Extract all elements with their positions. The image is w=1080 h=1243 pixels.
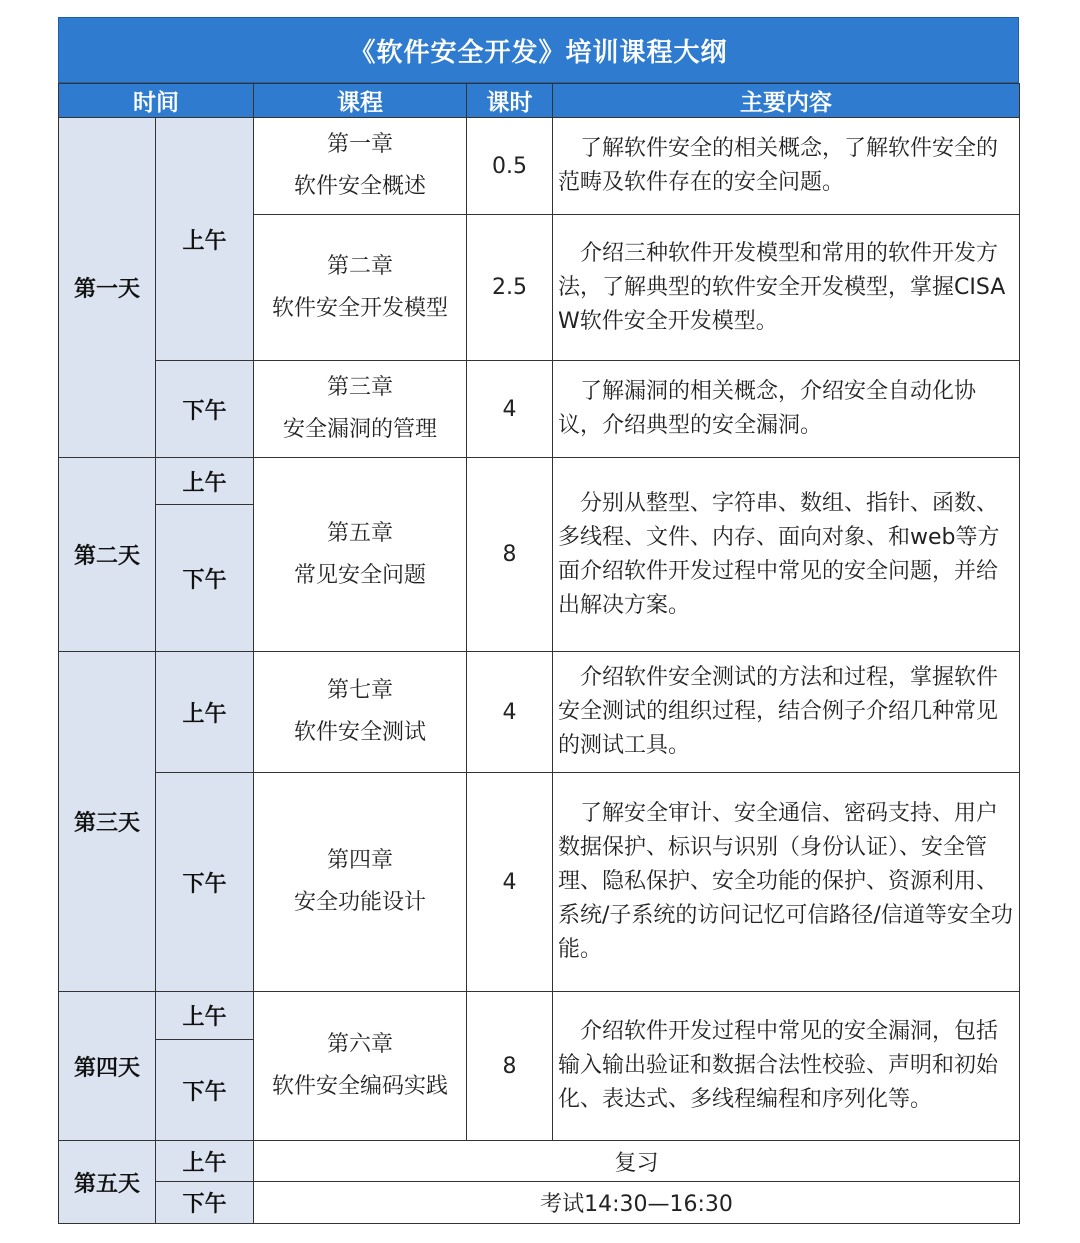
content-cell: 了解漏洞的相关概念，介绍安全自动化协议，介绍典型的安全漏洞。 (553, 361, 1020, 458)
syllabus-document (58, 17, 1019, 1224)
chapter-number: 第一章 (326, 132, 393, 157)
course-cell (254, 458, 467, 652)
document-title: 《软件安全开发》培训课程大纲 (58, 17, 1019, 83)
chapter-title: 安全漏洞的管理 (282, 417, 437, 442)
syllabus-table (58, 83, 1020, 1224)
table-row (59, 1182, 1020, 1224)
course-cell (254, 773, 467, 992)
header-course: 课程 (254, 84, 467, 118)
course-cell (254, 652, 467, 773)
chapter-title: 常见安全问题 (293, 562, 426, 588)
slot-label: 上午 (156, 652, 254, 773)
course-cell (254, 992, 467, 1141)
slot-label: 下午 (156, 1040, 254, 1141)
table-row (59, 118, 1020, 215)
slot-label: 下午 (156, 505, 254, 652)
content-cell: 介绍三种软件开发模型和常用的软件开发方法，了解典型的软件安全开发模型，掌握CISAW软件安全开发模型。 (553, 215, 1020, 361)
hours-cell: 4 (467, 652, 553, 773)
chapter-number: 第七章 (326, 678, 393, 703)
hours-cell: 4 (467, 361, 553, 458)
course-cell (254, 361, 467, 458)
slot-label: 下午 (156, 1182, 254, 1224)
chapter-number: 第五章 (326, 520, 393, 546)
slot-label: 上午 (156, 1141, 254, 1182)
content-cell: 介绍软件安全测试的方法和过程，掌握软件安全测试的组织过程，结合例子介绍几种常见的测试工具。 (553, 652, 1020, 773)
table-row (59, 773, 1020, 992)
content-cell: 介绍软件开发过程中常见的安全漏洞，包括输入输出验证和数据合法性校验、声明和初始化、表达式、多线程编程和序列化等。 (553, 992, 1020, 1141)
hours-cell: 2.5 (467, 215, 553, 361)
hours-cell: 8 (467, 992, 553, 1141)
chapter-title: 软件安全测试 (293, 720, 426, 745)
header-content: 主要内容 (553, 84, 1020, 118)
day-label: 第三天 (59, 652, 156, 992)
table-row (59, 458, 1020, 505)
slot-label: 下午 (156, 361, 254, 458)
slot-label: 下午 (156, 773, 254, 992)
chapter-number: 第四章 (326, 848, 393, 873)
review-cell: 复习 (254, 1141, 1020, 1182)
hours-cell: 4 (467, 773, 553, 992)
chapter-title: 软件安全开发模型 (271, 295, 448, 321)
content-cell: 了解安全审计、安全通信、密码支持、用户数据保护、标识与识别（身份认证）、安全管理、隐私保护、安全功能的保护、资源利用、系统/子系统的访问记忆可信路径/信道等安全功能。 (553, 773, 1020, 992)
course-cell (254, 118, 467, 215)
chapter-number: 第三章 (326, 375, 393, 400)
slot-label: 上午 (156, 458, 254, 505)
day-label: 第二天 (59, 458, 156, 652)
table-row (59, 652, 1020, 773)
chapter-number: 第六章 (326, 1032, 393, 1057)
day-label: 第一天 (59, 118, 156, 458)
chapter-title: 安全功能设计 (293, 890, 426, 915)
course-cell (254, 215, 467, 361)
chapter-title: 软件安全编码实践 (271, 1074, 448, 1099)
table-row (59, 992, 1020, 1040)
slot-label: 上午 (156, 118, 254, 361)
header-row (59, 84, 1020, 118)
chapter-number: 第二章 (326, 253, 393, 279)
slot-label: 上午 (156, 992, 254, 1040)
table-row (59, 1141, 1020, 1182)
content-cell: 分别从整型、字符串、数组、指针、函数、多线程、文件、内存、面向对象、和web等方面介绍软件开发过程中常见的安全问题，并给出解决方案。 (553, 458, 1020, 652)
hours-cell: 0.5 (467, 118, 553, 215)
table-row (59, 361, 1020, 458)
header-hours: 课时 (467, 84, 553, 118)
header-time: 时间 (59, 84, 254, 118)
day-label: 第五天 (59, 1141, 156, 1224)
chapter-title: 软件安全概述 (293, 174, 426, 199)
day-label: 第四天 (59, 992, 156, 1141)
exam-cell: 考试14:30—16:30 (254, 1182, 1020, 1224)
content-cell: 了解软件安全的相关概念，了解软件安全的范畴及软件存在的安全问题。 (553, 118, 1020, 215)
hours-cell: 8 (467, 458, 553, 652)
